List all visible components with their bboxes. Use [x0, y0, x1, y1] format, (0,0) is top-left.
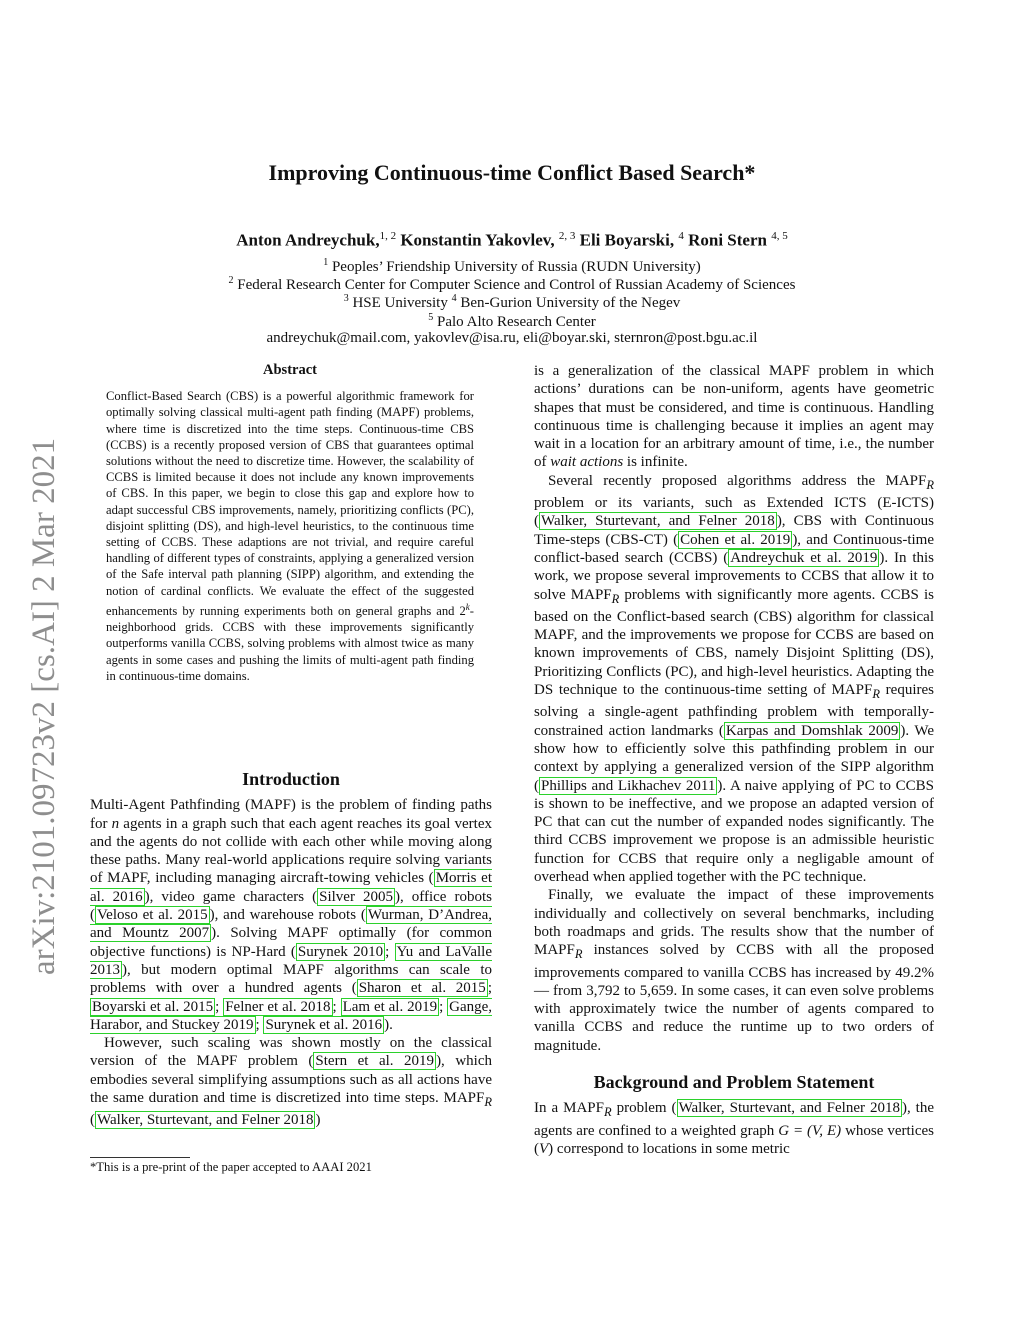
affiliation-1	[0, 257, 1024, 276]
abstract-heading: Abstract	[263, 362, 317, 378]
abstract-text-b: -neighborhood grids. CCBS with these improvements significantly outperforms vanilla CCBS, solving problems with almost twice as many agents in some cases and pushing the limits of multi-agent path finding in continuous-time domains.	[106, 604, 474, 683]
citation-link[interactable]: Stern et al. 2019	[315, 1053, 435, 1070]
author-name: Eli Boyarski,	[579, 230, 675, 250]
citation-link[interactable]: Felner et al. 2018	[225, 998, 331, 1015]
introduction-section	[90, 770, 492, 1130]
intro-paragraph-2: However, such scaling was shown mostly on the classical version of the MAPF problem ( Stern et al. 2019 ), which embodies several simplifying assumptions such as all actions have the same duration and time is discretized into time steps. $MAPF_R$ ( Walker, Sturtevant, and Felner 2018 )	[90, 1035, 492, 1129]
author-name: Konstantin Yakovlev,	[400, 230, 555, 250]
citation-link[interactable]: Cohen et al. 2019	[680, 531, 791, 548]
right-column	[534, 362, 934, 1158]
affiliation-3	[0, 293, 1024, 312]
citation-link[interactable]: Gange, Harabor, and Stuckey 2019	[90, 998, 493, 1033]
citation-link[interactable]: Wurman, D’Andrea, and Mountz 2007	[90, 907, 492, 942]
citation-link[interactable]: Sharon et al. 2015	[358, 980, 486, 997]
background-heading: Background and Problem Statement	[593, 1071, 875, 1092]
citation-link[interactable]: Andreychuk et al. 2019	[730, 549, 878, 566]
author-emails: andreychuk@mail.com, yakovlev@isa.ru, eli@boyar.ski, sternron@post.bgu.ac.il	[266, 330, 758, 346]
paper-title: Improving Continuous-time Conflict Based Search*	[268, 160, 756, 185]
citation-link[interactable]: Walker, Sturtevant, and Felner 2018	[97, 1112, 314, 1129]
author-affil-marker: 4, 5	[771, 230, 788, 242]
affil-marker: 4	[451, 293, 457, 304]
affil-marker: 5	[428, 312, 434, 323]
abstract-superscript: k	[465, 601, 470, 612]
affil-marker: 2	[228, 275, 234, 286]
intro-paragraph-1: Multi-Agent Pathfinding (MAPF) is the problem of finding paths for n agents in a graph such that each agent reaches its goal vertex and the agents do not collide with each other while moving along these paths. Many real-world applications require solving variants of MAPF, including managing aircraft-towing vehicles ( Morris et al. 2016 ), video game characters ( Silver 2005 ), office robots ( Veloso et al. 2015 ), and warehouse robots ( Wurman, D’Andrea, and Mountz 2007 ). Solving MAPF optimally (for common objective functions) is NP-Hard ( Surynek 2010 ; Yu and LaValle 2013 ), but modern optimal MAPF algorithms can scale to problems with over a hundred agents ( Sharon et al. 2015 ; Boyarski et al. 2015 ; Felner et al. 2018 ; Lam et al. 2019 ; Gange, Harabor, and Stuckey 2019 ; Surynek et al. 2016 ).	[90, 797, 493, 1033]
author-affil-marker: 1, 2	[379, 230, 397, 242]
citation-link[interactable]: Karpas and Domshlak 2009	[725, 722, 899, 739]
affil-text: Federal Research Center for Computer Science and Control of Russian Academy of Sciences	[237, 277, 796, 293]
author-affil-marker: 4	[678, 230, 684, 242]
affiliation-4	[0, 312, 1024, 331]
introduction-heading: Introduction	[242, 769, 340, 789]
citation-link[interactable]: Surynek et al. 2016	[265, 1016, 383, 1033]
author-name: Roni Stern	[688, 230, 767, 250]
affil-text: Palo Alto Research Center	[437, 314, 596, 330]
citation-link[interactable]: Lam et al. 2019	[342, 998, 438, 1015]
citation-link[interactable]: Boyarski et al. 2015	[92, 998, 214, 1015]
paragraph-related-work: Several recently proposed algorithms address the $MAPF_R$ problem or its variants, such as Extended ICTS (E-ICTS) ( Walker, Sturtevant, and Felner 2018 ), CBS with Continuous Time-steps (CBS-CT) ( Cohen et al. 2019 ), and Continuous-time conflict-based search (CCBS) ( Andreychuk et al. 2019 ). In this work, we propose several improvements to CCBS that allow it to solve $MAPF_R$ problems with significantly more agents. CCBS is based on the Conflict-based search (CBS) algorithm for classical MAPF, and the improvements we propose for CCBS are based on known improvements of CBS, namely Disjoint Splitting (DS), Prioritizing Conflicts (PC), and high-level heuristics. Adapting the DS technique to the continuous-time setting of $MAPF_R$ requires solving a single-agent pathfinding problem with temporally-constrained action landmarks ( Karpas and Domshlak 2009 ). We show how to efficiently solve this pathfinding problem in our context by applying a generalized version of the SIPP algorithm ( Phillips and Likhachev 2011 ). A naive applying of PC to CCBS is shown to be ineffective, and we propose an adapted version of PC that can cut the number of expanded nodes significantly. The third CCBS improvement we propose is an admissible heuristic function for CCBS that require only a negligable amount of overhead when applied together with the PC technique.	[534, 472, 935, 886]
citation-link[interactable]: Silver 2005	[319, 888, 393, 905]
paragraph-background: In a $MAPF_R$ problem ( Walker, Sturtevant, and Felner 2018 ), the agents are confined to a weighted graph G = (V, E) whose vertices (V) correspond to locations in some metric	[534, 1100, 935, 1157]
citation-link[interactable]: Veloso et al. 2015	[97, 907, 208, 924]
affiliation-2	[0, 275, 1024, 294]
author-name: Anton Andreychuk,	[236, 230, 380, 250]
paragraph-results: Finally, we evaluate the impact of these improvements individually and collectively on several benchmarks, including both roadmaps and grids. The results show that the number of $MAPF_R$ instances solved by CCBS with all the proposed improvements compared to vanilla CCBS has increased by 49.2% — from 3,792 to 5,659. In some cases, it can even solve problems with approximately twice the number of agents compared to vanilla CCBS and reduce the runtime up to two orders of magnitude.	[534, 887, 934, 1054]
citation-link[interactable]: Morris et al. 2016	[90, 870, 492, 905]
abstract-text	[106, 388, 474, 684]
affil-text: HSE University	[352, 295, 448, 311]
abstract-text-a: Conflict-Based Search (CBS) is a powerful algorithmic framework for optimally solving classical multi-agent path finding (MAPF) problems, where time is discretized into the time steps. Continuous-time CBS (CCBS) is a recently proposed version of CBS that guarantees optimal solutions without the need to discretize time. However, the scalability of CCBS is limited because it does not include any known improvements of CBS. In this paper, we begin to close this gap and explore how to adapt successful CBS improvements, namely, prioritizing conflicts (PC), disjoint splitting (DS), and high-level heuristics, to the continuous time setting of CCBS. These adaptions are not trivial, and require careful handling of different types of constraints, applying a generalized version of the Safe interval path planning (SIPP) algorithm, and extending the notion of cardinal conflicts. We evaluate the effect of the suggested enhancements by running experiments both on general graphs and 2	[106, 389, 474, 619]
citation-link[interactable]: Walker, Sturtevant, and Felner 2018	[678, 1100, 900, 1117]
citation-link[interactable]: Walker, Sturtevant, and Felner 2018	[541, 513, 775, 530]
affil-text: Peoples’ Friendship University of Russia (RUDN University)	[331, 259, 701, 275]
footnote-divider	[90, 1157, 190, 1158]
abstract	[106, 362, 474, 684]
citation-link[interactable]: Yu and LaValle 2013	[90, 943, 492, 978]
citation-link[interactable]: Phillips and Likhachev 2011	[541, 777, 716, 794]
paragraph-continuation: is a generalization of the classical MAPF problem in which actions’ durations can be non-uniform, agents have geometric shapes that must be considered, and time is continuous. Handling continuous time is challenging because it implies an agent may wait in a location for an arbitrary amount of time, i.e., the number of wait actions is infinite.	[534, 363, 934, 471]
arxiv-identifier: arXiv:2101.09723v2 [cs.AI] 2 Mar 2021	[26, 437, 62, 975]
footnote: *This is a pre-print of the paper accepted to AAAI 2021	[90, 1160, 372, 1174]
author-list	[0, 230, 1024, 251]
affil-marker: 3	[343, 293, 349, 304]
citation-link[interactable]: Surynek 2010	[297, 943, 384, 960]
author-affil-marker: 2, 3	[558, 230, 576, 242]
affil-text: Ben-Gurion University of the Negev	[460, 295, 681, 311]
affil-marker: 1	[323, 257, 329, 268]
